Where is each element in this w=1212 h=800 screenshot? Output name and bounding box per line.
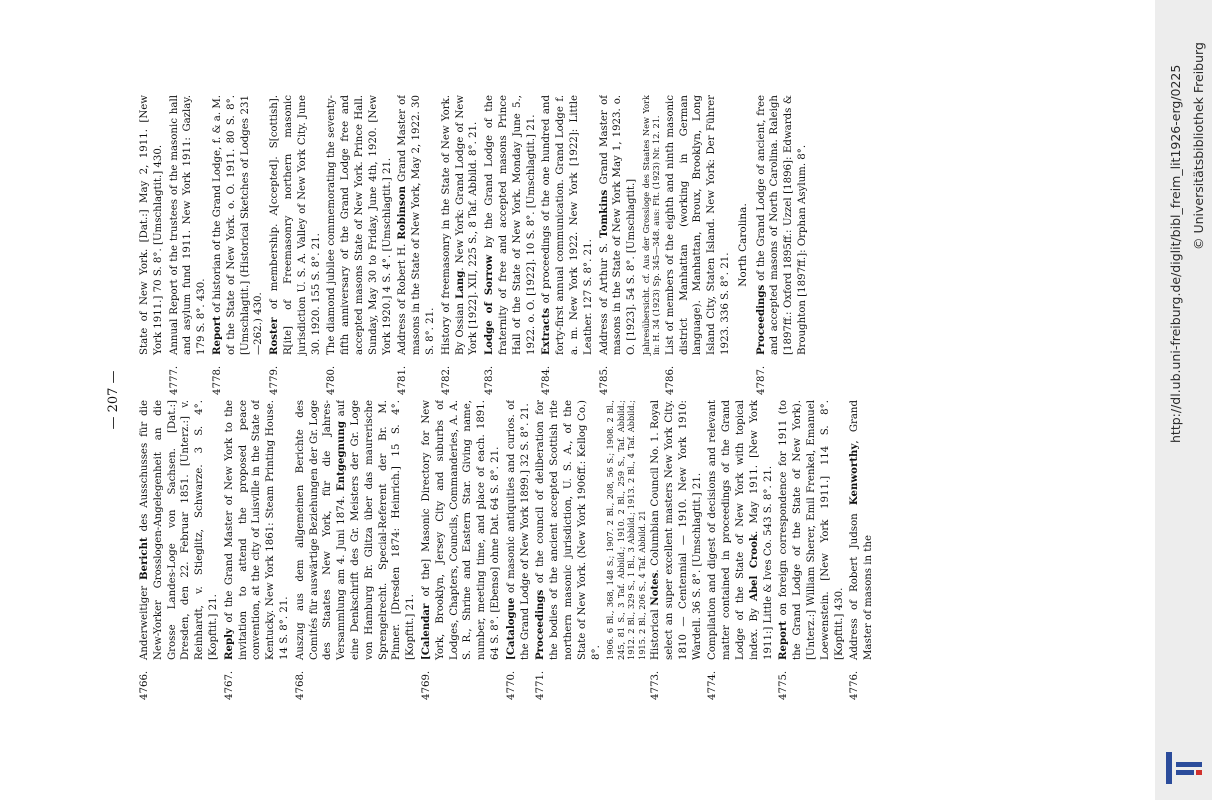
entry-number: 4785. [598, 365, 610, 395]
entry-keyword: Report [777, 621, 790, 660]
entry-keyword: Notes [649, 572, 662, 606]
section-heading: North Carolina. [736, 203, 749, 287]
bibliography-entry [440, 95, 481, 395]
right-entries-b [664, 95, 733, 395]
entry-text-rest: Grand Master of masons in the State of New York May 1, 1923. o. O. [1923]. 54 S. 8°. [Umschlagtit.] [598, 95, 638, 355]
copyright-text: © Universitätsbibliothek Freiburg [1191, 42, 1206, 250]
entry-text-rest: . May 1911. [New York 1911:] Little & Ives Co. 543 S. 8°. 21. [748, 400, 774, 660]
entry-number: 4780. [326, 365, 338, 395]
right-entries-c [755, 95, 810, 395]
entry-text [294, 400, 418, 660]
entry-number: 4777. [168, 365, 180, 395]
entry-text [706, 400, 775, 660]
entry-number: 4770. [505, 670, 517, 700]
bibliography-entry [396, 95, 437, 395]
entry-keyword: Proceedings [754, 284, 767, 355]
entry-text [848, 400, 876, 660]
entry-keyword: Tomkins [597, 189, 610, 238]
entry-number: 4774. [707, 670, 719, 700]
bibliography-entry [138, 95, 166, 395]
entry-text-rest: of proceedings of the one hundred and forty-first annual communication. Grand Lodge f. a. m. New York 1922. New York [1922]: Little Leather. 127 S. 8°. 21. [541, 95, 594, 355]
entry-keyword: Robinson [396, 186, 409, 240]
entry-text-pre: Address of Robert Judson [849, 505, 861, 660]
entry-number: 4776. [849, 670, 861, 700]
rotated-page-content [100, 95, 1060, 700]
bibliography-entry [223, 400, 292, 700]
entry-keyword: Bericht [138, 537, 150, 580]
entry-text [396, 95, 437, 355]
bibliography-entry [138, 400, 221, 700]
entry-text-rest: . New York: Grand Lodge of New York [1922]. XII, 225 S., 8 Taf. Abbild. 8°. 21. [454, 95, 480, 355]
entry-text [664, 95, 733, 355]
entry-text [505, 400, 533, 660]
entry-text [540, 95, 595, 355]
entry-number: 4784. [541, 365, 553, 395]
bibliography-entry [664, 95, 733, 395]
entry-number [138, 355, 166, 395]
entry-text-rest: of the Grand Lodge of ancient, free and accepted masons of North Carolina. Raleigh [1897ff.: Oxford 1895ff.: Uzzel [1896]: Edwards & Broughton [1897ff.]: Orphan Asylum. 8°. [755, 95, 809, 355]
entry-text-pre: List of members of the eighth and ninth masonic district Manhattan (working in German language). Manhattan, Broux, Brooklyn, Long Island City, Staten Island. New York: Der Führer 1923. 336 S. 8°. 21. [664, 95, 732, 355]
entry-number: 4768. [294, 670, 306, 700]
entry-number: 4775. [778, 670, 790, 700]
left-column [138, 400, 1078, 700]
entry-text-pre: Address of Robert H. [397, 239, 409, 355]
entry-keyword: [Catalogue [504, 597, 517, 660]
bibliography-entry [598, 95, 639, 395]
entry-number: 4769. [420, 670, 432, 700]
entry-keyword: Proceedings [534, 589, 547, 660]
entry-text-rest: . Columbian Council No. 1. Royal select an super excellent masters New York City. 1810 — Centennial — 1910. New York 1910: Wardell. 36 S. 8°. [Umschlagtit.] 21. [650, 400, 703, 660]
entry-number: 4778. [211, 365, 223, 395]
entry-number: 4767. [223, 670, 235, 700]
logo-accent [1196, 770, 1202, 775]
entry-text-rest: of the Grand Master of New York to the invitation to attend the proposed peace convention, at the city of Luisville in the State of Kentucky. New York 1861: Steam Printing House. 14 S. 8°. 21. [223, 400, 290, 660]
entry-keyword: Roster [268, 317, 281, 355]
entry-text [534, 400, 603, 660]
entry-text [440, 95, 481, 355]
left-entries-b [649, 400, 876, 700]
entry-text [483, 95, 538, 355]
entry-text-pre: Auszug aus dem allgemeinen Berichte des Comités für auswärtige Beziehungen der Gr. Loge des Staates New York, für die Jahres-Versammlung am 4. Juni 1874. [294, 400, 348, 660]
entry-keyword: Lodge of Sorrow [483, 254, 496, 355]
entry-text-rest: by the Grand Lodge of the fraternity of free and accepted masons Prince Hall of the State of New York. Monday June 5., 1922. o. O. [1922]. 10 S. 8°. [Umschlagtit.] 21. [484, 95, 537, 355]
entry-keyword: Reply [222, 628, 235, 660]
logo-bar [1176, 762, 1202, 767]
bibliography-entry [268, 95, 323, 395]
entry-text [777, 400, 846, 660]
bibliography-entry [168, 95, 209, 395]
entry-text-pre: The diamond jubilee commemorating the seventy-fifth anniversary of the Grand Lodge free and accepted masons State of New York. Prince Hall. Sunday, May 30 to Friday, June 4th, 1920. [New York 1920.] 4 S. 4°. [Umschlagtit.] 21. [326, 95, 393, 355]
left-entries [138, 400, 603, 700]
entry-text-pre: Anderweitiger [139, 579, 150, 660]
entry-keyword: [Calendar [419, 603, 432, 660]
bibliography-entry [420, 400, 503, 700]
entry-text-rest: of historian of the Grand Lodge, f. & a. M. of the State of New York. o. O. 1911. 80 S. 8°. [Umschlagtit.] (Historical Sketches of Lodges 231—262.) 430. [211, 95, 265, 355]
entry-number: 4787. [755, 365, 767, 395]
bibliography-entry [706, 400, 775, 700]
bibliography-entry [534, 400, 603, 700]
entry-keyword: Extracts [540, 307, 553, 355]
bibliography-entry [755, 95, 810, 395]
entry-number: 4766. [139, 670, 150, 700]
entry-text-rest: of masonic antiquities and curios. of the Grand Lodge of New York 1899.] 32 S. 8°. 21. [505, 400, 531, 660]
logo-bar [1176, 770, 1194, 775]
entry-text-rest: of membership. A[ccepted]. S[cottish]. R[ite] of Freemasonry northern masonic jurisdiction U. S. A. Valley of New York City. June 30. 1920. 155 S. 8°. 21. [269, 95, 322, 355]
bibliography-entry [649, 400, 704, 700]
entry-text [211, 95, 266, 355]
entry-text [420, 400, 503, 660]
entry-number: 4771. [535, 670, 547, 700]
entry-keyword: Abel Crook [747, 534, 760, 602]
entry-number: 4786. [664, 365, 676, 395]
entry-text-pre: State of New York. [Dat.:] May 2, 1911. [New York 1911.] 70 S. 8°. [Umschlagtit.] 430. [139, 95, 164, 355]
entry-keyword: Report [210, 316, 223, 355]
entry-text-rest: on foreign correspondence for 1911 (to the Grand Lodge of the State of New York). [Unterz.:] William Sherer, Emil Frenkel, Emanuel Loewenstein. [New York 1911.] 114 S. 8°. [Kopftit.] 430. [778, 400, 845, 660]
ub-freiburg-logo-icon[interactable] [1160, 748, 1208, 788]
entry-text [598, 95, 639, 355]
bibliography-entry [294, 400, 418, 700]
entry-text [325, 95, 394, 355]
entry-text-pre: Address of Arthur S. [598, 237, 610, 355]
bibliography-entry [483, 95, 538, 395]
entry-number: 4783. [484, 365, 496, 395]
entry-text [138, 95, 166, 355]
entry-text [223, 400, 292, 660]
entry-text-rest: , Grand Master of masons in the [849, 400, 875, 660]
left-sub-note: 1906. 6 Bl., 368, 148 S.; 1907. 2 Bl., 208, 56 S.; 1908. 2 Bl., 245, 81 S., 3 Taf. Abbild.; 1910. 2 Bl., 259 S., Taf. Abbild.; 1912. 2 Bl., 329 S., 1 Bl., 3 Abbild.; 1913. 2 Bl., 4 Taf. Abbild.; 1915. 2 Bl., 206 S., 4 Taf. Abbild. 21 [605, 400, 647, 660]
entry-keyword: Entgegnung [335, 421, 348, 491]
entry-text [168, 95, 209, 355]
entry-text-rest: of the council of deliberation for the bodies of the ancient accepted Scottish rite northern masonic jurisdiction, U. S. A., of the State of New York. (New York 1906ff.: Kellog Co.) 8°. [535, 400, 602, 660]
entry-text-pre: Annual Report of the trustees of the masonic hall and asylum fund 1911. New York 1911: Gazlay. 179 S. 8°. 430. [168, 95, 208, 355]
bibliography-entry [777, 400, 846, 700]
entry-number: 4781. [397, 365, 409, 395]
entry-text-pre: History of freemasonry in the State of New York. By Ossian [440, 95, 466, 355]
bibliography-entry [325, 95, 394, 395]
right-column [138, 95, 1078, 395]
bibliography-entry [211, 95, 266, 395]
entry-text [755, 95, 810, 355]
entry-number: 4773. [650, 670, 662, 700]
bibliography-entry [848, 400, 876, 700]
entry-text-rest: des Ausschusses für die New-Yorker Grosslogen-Angelegenheit an die Grosse Landes-Loge von Sachsen. [Dat.:] Dresden, den 22. Februar 1851. [Unterz.:] v. Reinhardt, v. Stieglitz, Schwarze. 3 S. 4°. [Kopftit.] 21. [139, 400, 219, 660]
right-sub-note: Jahresübersicht. cf. Aus der Grossloge des Staates New York in: H. 34 (1923) Sp. 345—348. aus: Fit. (1923) Nr. 12. 21. [640, 95, 662, 355]
page-number: — 207 — [106, 370, 121, 430]
source-url-link[interactable]: http://dl.ub.uni-freiburg.de/diglit/bibl_freim_lit1926-erg/0225 [1168, 64, 1183, 443]
entry-text-rest: auf eine Denkschrift des Gr. Meisters der Gr. Loge von Hamburg Br. Glitza über das maurerische Sprengelrecht. Special-Referent der Br. M. Pinner. [Dresden 1874: Heinrich.] 15 S. 4°. [Kopftit.] 21. [336, 400, 417, 660]
entry-text-pre: Compilation and digest of decisions and relevant matter contained in proceedings of the Grand Lodge of the State of New York with topical index. By [707, 400, 760, 660]
entry-number: 4779. [269, 365, 281, 395]
bibliography-entry [540, 95, 595, 395]
entry-text [649, 400, 704, 660]
entry-text [268, 95, 323, 355]
entry-text [138, 400, 221, 660]
right-entries [138, 95, 639, 395]
entry-text-rest: Grand Master of masons in the State of New York, May 2, 1922. 30 S. 8°. 21. [397, 95, 436, 355]
entry-keyword: Kenworthy [848, 443, 861, 506]
entry-text-rest: of the] Masonic Directory for New York, Brooklyn, Jersey City and suburbs of Lodges, Chapters, Councils, Commanderies, A. A. S. R., Shrine and Eastern Star. Giving name, number, meeting time, and place of each. 1891. 64 S. 8°. [Ebenso] ohne Dat. 64 S. 8°. 21. [420, 400, 501, 660]
entry-keyword: Lang [453, 270, 466, 299]
entry-text-pre: Historical [650, 605, 662, 660]
logo-bar [1166, 752, 1172, 784]
entry-number: 4782. [440, 365, 452, 395]
bibliography-entry [505, 400, 533, 700]
